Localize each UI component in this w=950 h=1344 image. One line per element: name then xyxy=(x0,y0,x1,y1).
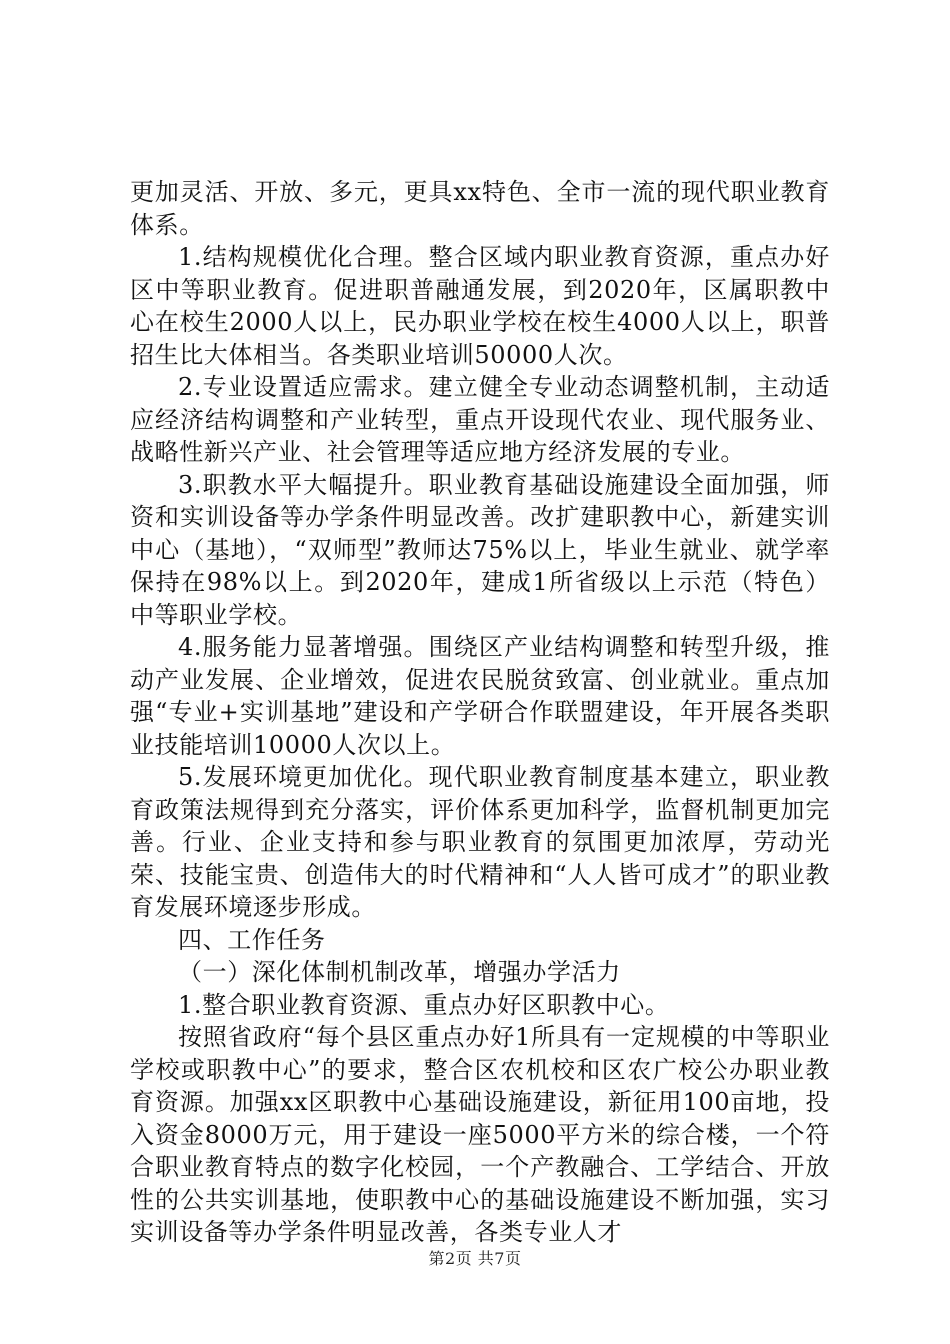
paragraph-task-detail: 按照省政府“每个县区重点办好1所具有一定规模的中等职业学校或职教中心”的要求，整合区农机校和区农广校公办职业教育资源。加强xx区职教中心基础设施建设，新征用100亩地，投入资金8000万元，用于建设一座5000平方米的综合楼，一个符合职业教育特点的数字化校园，一个产教融合、工学结合、开放性的公共实训基地，使职教中心的基础设施建设不断加强，实习实训设备等办学条件明显改善，各类专业人才 xyxy=(130,1023,830,1246)
paragraph-continuation: 更加灵活、开放、多元，更具xx特色、全市一流的现代职业教育体系。 xyxy=(130,178,830,239)
page-number-footer: 第2页 共7页 xyxy=(428,1249,522,1268)
paragraph-goal-5: 5.发展环境更加优化。现代职业教育制度基本建立，职业教育政策法规得到充分落实，评价体系更加科学，监督机制更加完善。行业、企业支持和参与职业教育的氛围更加浓厚，劳动光荣、技能宝贵、创造伟大的时代精神和“人人皆可成才”的职业教育发展环境逐步形成。 xyxy=(130,763,830,921)
paragraph-goal-3: 3.职教水平大幅提升。职业教育基础设施建设全面加强，师资和实训设备等办学条件明显改善。改扩建职教中心，新建实训中心（基地），“双师型”教师达75%以上，毕业生就业、就学率保持在98%以上。到2020年，建成1所省级以上示范（特色）中等职业学校。 xyxy=(130,470,830,629)
subsection-heading: （一）深化体制机制改革，增强办学活力 xyxy=(178,958,621,986)
paragraph-goal-1: 1.结构规模优化合理。整合区域内职业教育资源，重点办好区中等职业教育。促进职普融通发展，到2020年，区属职教中心在校生2000人以上，民办职业学校在校生4000人以上，职普招生比大体相当。各类职业培训50000人次。 xyxy=(130,243,830,369)
paragraph-goal-4: 4.服务能力显著增强。围绕区产业结构调整和转型升级，推动产业发展、企业增效，促进农民脱贫致富、创业就业。重点加强“专业+实训基地”建设和产学研合作联盟建设，年开展各类职业技能培训10000人次以上。 xyxy=(130,633,830,759)
paragraph-goal-2: 2.专业设置适应需求。建立健全专业动态调整机制，主动适应经济结构调整和产业转型，重点开设现代农业、现代服务业、战略性新兴产业、社会管理等适应地方经济发展的专业。 xyxy=(130,373,830,466)
document-body xyxy=(130,176,830,1249)
task-heading: 1.整合职业教育资源、重点办好区职教中心。 xyxy=(178,990,670,1019)
section-heading: 四、工作任务 xyxy=(178,925,326,954)
